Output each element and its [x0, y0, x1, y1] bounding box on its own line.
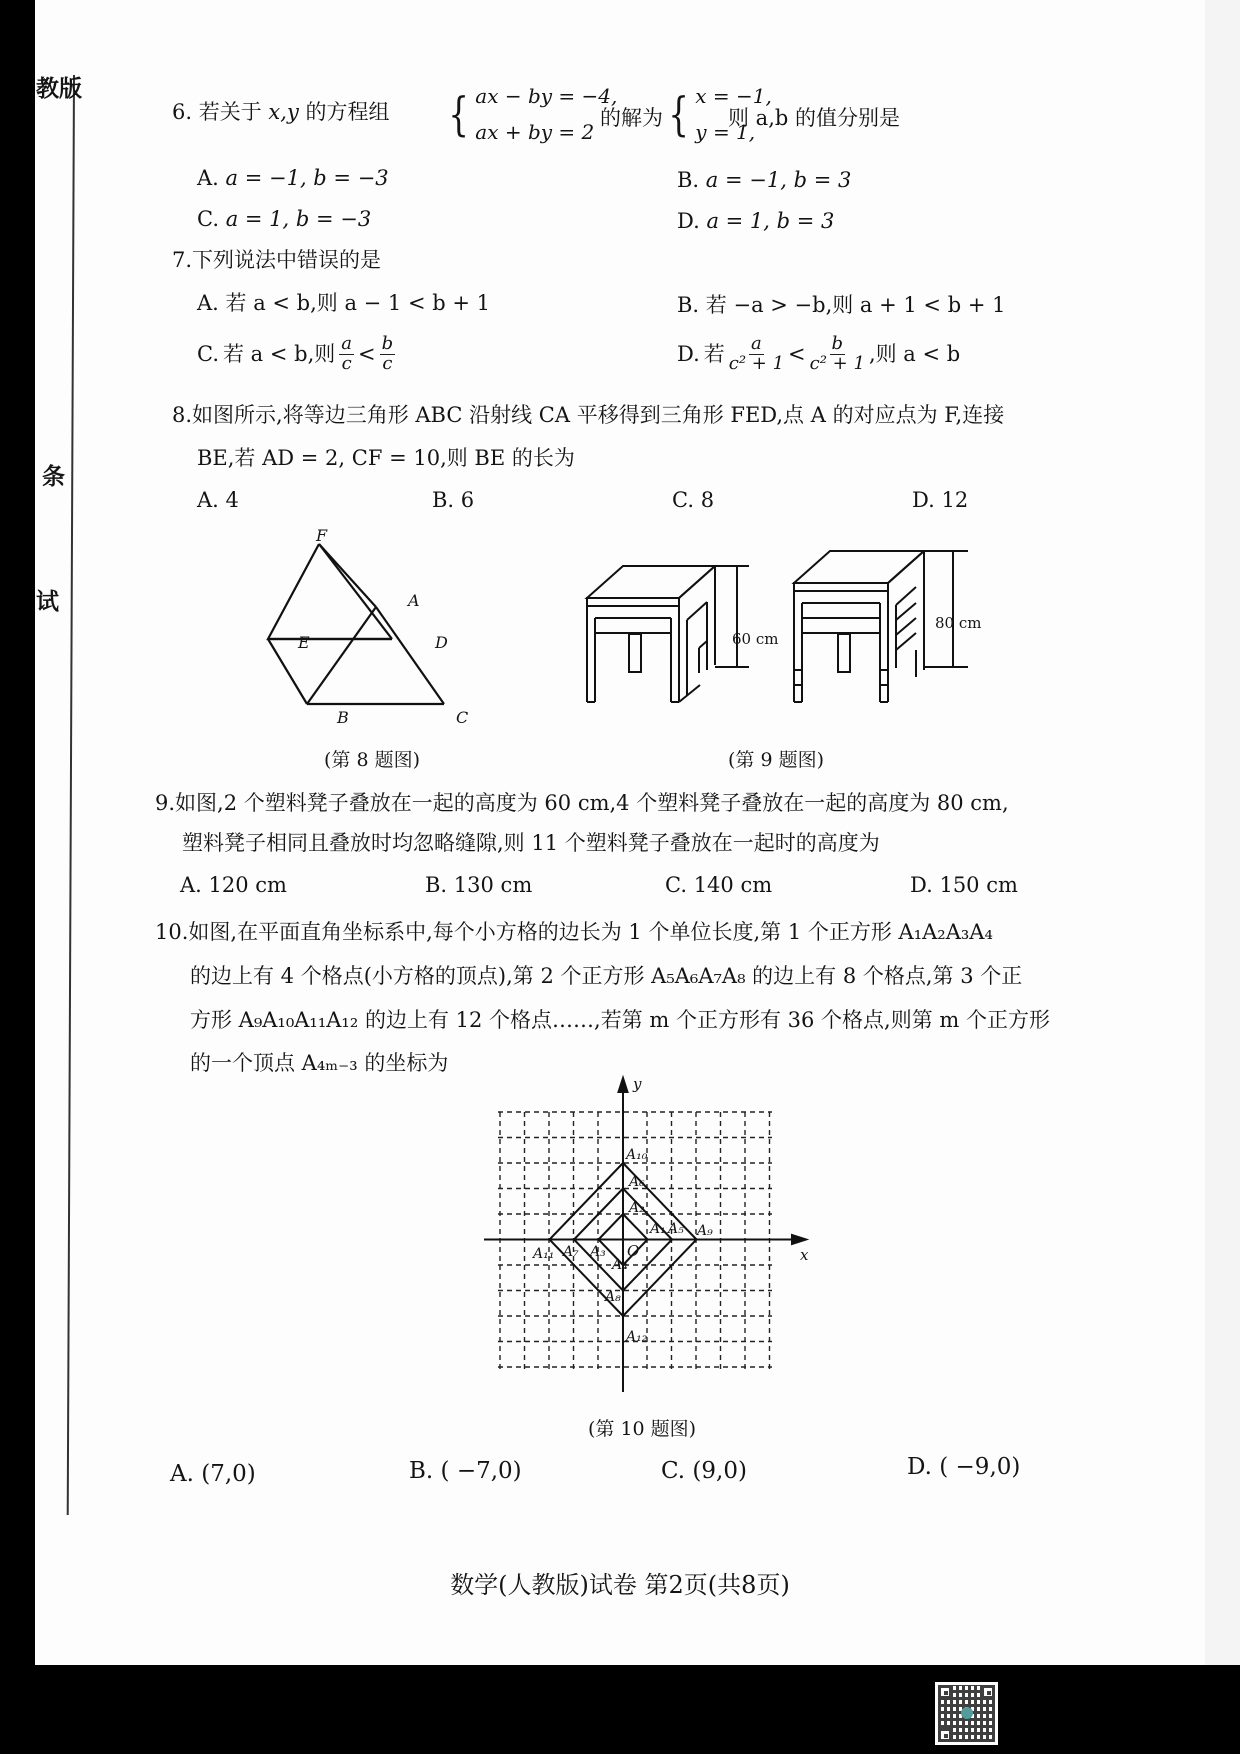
solution-label: 的解为 — [600, 106, 663, 130]
q10-option-b[interactable]: B. ( −7,0) — [409, 1458, 522, 1484]
q10-option-c[interactable]: C. (9,0) — [661, 1458, 747, 1484]
q8-option-c[interactable]: C. 8 — [672, 488, 715, 512]
vertex-label-a1: A₁ — [650, 1221, 666, 1237]
solution-x: x = −1, — [695, 84, 772, 108]
solution-y: y = 1, — [695, 120, 756, 144]
point-label-a: A — [408, 591, 420, 610]
vertex-label-a12: A₁₂ — [626, 1329, 648, 1345]
vertex-label-a6: A₆ — [629, 1174, 645, 1190]
margin-text-exam: 试 — [36, 589, 59, 615]
q7-option-a[interactable]: A. 若 a < b,则 a − 1 < b + 1 — [197, 291, 490, 315]
fraction: $\frac{a}{c}$ — [341, 333, 352, 374]
figure-8-caption: (第 8 题图) — [324, 749, 420, 771]
q8-option-d[interactable]: D. 12 — [912, 488, 969, 512]
vertex-label-a4: A₄ — [612, 1257, 628, 1273]
question-6-stem: 6. 若关于 x,y 的方程组 — [172, 100, 390, 124]
vertex-label-a11: A₁₁ — [533, 1246, 555, 1262]
fraction: $\frac{b}{c}$ — [381, 333, 394, 374]
origin-label: O — [627, 1242, 640, 1260]
point-label-e: E — [298, 633, 310, 652]
fraction: $\frac{a}{\text{c² + 1}}$ — [728, 333, 785, 374]
question-10-line-1: 10.如图,在平面直角坐标系中,每个小方格的边长为 1 个单位长度,第 1 个正方形 A₁A₂A₃A₄ — [155, 920, 993, 944]
vertex-label-a10: A₁₀ — [626, 1147, 648, 1163]
figure-10-coordinate-grid — [480, 1080, 820, 1400]
question-6-stem-end: 则 a,b 的值分别是 — [728, 106, 900, 130]
point-label-b: B — [337, 708, 349, 727]
question-10-line-3: 方形 A₉A₁₀A₁₁A₁₂ 的边上有 12 个格点……,若第 m 个正方形有 36 个格点,则第 m 个正方形 — [190, 1008, 1050, 1032]
question-7-stem: 7.下列说法中错误的是 — [172, 248, 382, 272]
q6-option-c[interactable]: C. a = 1, b = −3 — [197, 207, 372, 231]
question-8-line-2: BE,若 AD = 2, CF = 10,则 BE 的长为 — [197, 446, 575, 470]
scan-border — [0, 1665, 1240, 1754]
q9-option-a[interactable]: A. 120 cm — [180, 873, 287, 897]
question-10-line-2: 的边上有 4 个格点(小方格的顶点),第 2 个正方形 A₅A₆A₇A₈ 的边上有 8 个格点,第 3 个正 — [190, 964, 1023, 988]
q9-option-c[interactable]: C. 140 cm — [665, 873, 773, 897]
qr-logo-icon — [961, 1707, 973, 1719]
question-number: 6. — [172, 100, 193, 124]
margin-text-strip: 条 — [42, 464, 65, 490]
equation-system — [442, 84, 617, 144]
page-edge — [1205, 0, 1240, 1665]
point-label-f: F — [316, 526, 328, 545]
vertex-label-a7: A₇ — [563, 1244, 579, 1260]
equation-1: ax − by = −4, — [475, 84, 618, 108]
left-brace: { — [448, 87, 469, 141]
margin-text-edition: 教版 — [36, 76, 82, 102]
q7-option-c[interactable]: C. 若 a < b,则 $\frac{a}{c}$ < $\frac{b}{c}$ — [197, 333, 394, 374]
height-label-60cm: 60 cm — [732, 630, 779, 648]
point-label-c: C — [456, 708, 469, 727]
q10-option-d[interactable]: D. ( −9,0) — [907, 1454, 1021, 1480]
q8-option-b[interactable]: B. 6 — [432, 488, 475, 512]
equation-2: ax + by = 2 — [475, 120, 595, 144]
axis-label-x: x — [800, 1246, 809, 1264]
figure-9-stools — [575, 545, 1015, 745]
vertex-label-a8: A₈ — [605, 1289, 621, 1305]
q9-option-b[interactable]: B. 130 cm — [425, 873, 533, 897]
left-brace: { — [668, 87, 689, 141]
q6-option-a[interactable]: A. a = −1, b = −3 — [197, 166, 389, 190]
height-label-80cm: 80 cm — [935, 614, 982, 632]
figure-9-caption: (第 9 题图) — [728, 749, 824, 771]
qr-code[interactable] — [935, 1682, 998, 1745]
point-label-d: D — [435, 633, 448, 652]
fraction: $\frac{b}{\text{c² + 1}}$ — [809, 333, 865, 374]
vertex-label-a9: A₉ — [697, 1223, 713, 1239]
vertex-label-a2: A₂ — [629, 1200, 645, 1216]
figure-8-triangles — [250, 526, 550, 740]
vertex-label-a3: A₃ — [590, 1244, 606, 1260]
page-footer: 数学(人教版)试卷 第2页(共8页) — [450, 1571, 790, 1599]
q7-option-d[interactable]: D. 若 $\frac{a}{\text{c² + 1}}$ < $\frac{b}{\text{c² + 1}}$ ,则 a < b — [677, 333, 961, 374]
q8-option-a[interactable]: A. 4 — [197, 488, 239, 512]
q10-option-a[interactable]: A. (7,0) — [170, 1461, 256, 1487]
vertex-label-a5: A₅ — [668, 1221, 684, 1237]
question-9-line-1: 9.如图,2 个塑料凳子叠放在一起的高度为 60 cm,4 个塑料凳子叠放在一起的高度为 80 cm, — [155, 791, 1009, 815]
q9-option-d[interactable]: D. 150 cm — [910, 873, 1018, 897]
q6-option-b[interactable]: B. a = −1, b = 3 — [677, 168, 852, 192]
question-8-line-1: 8.如图所示,将等边三角形 ABC 沿射线 CA 平移得到三角形 FED,点 A 的对应点为 F,连接 — [172, 403, 1005, 427]
figure-10-caption: (第 10 题图) — [588, 1418, 697, 1440]
axis-label-y: y — [633, 1075, 642, 1093]
q6-option-d[interactable]: D. a = 1, b = 3 — [677, 209, 835, 233]
q7-option-b[interactable]: B. 若 −a > −b,则 a + 1 < b + 1 — [677, 293, 1006, 317]
question-9-line-2: 塑料凳子相同且叠放时均忽略缝隙,则 11 个塑料凳子叠放在一起时的高度为 — [182, 831, 880, 855]
question-10-line-4: 的一个顶点 A₄ₘ₋₃ 的坐标为 — [190, 1051, 449, 1075]
